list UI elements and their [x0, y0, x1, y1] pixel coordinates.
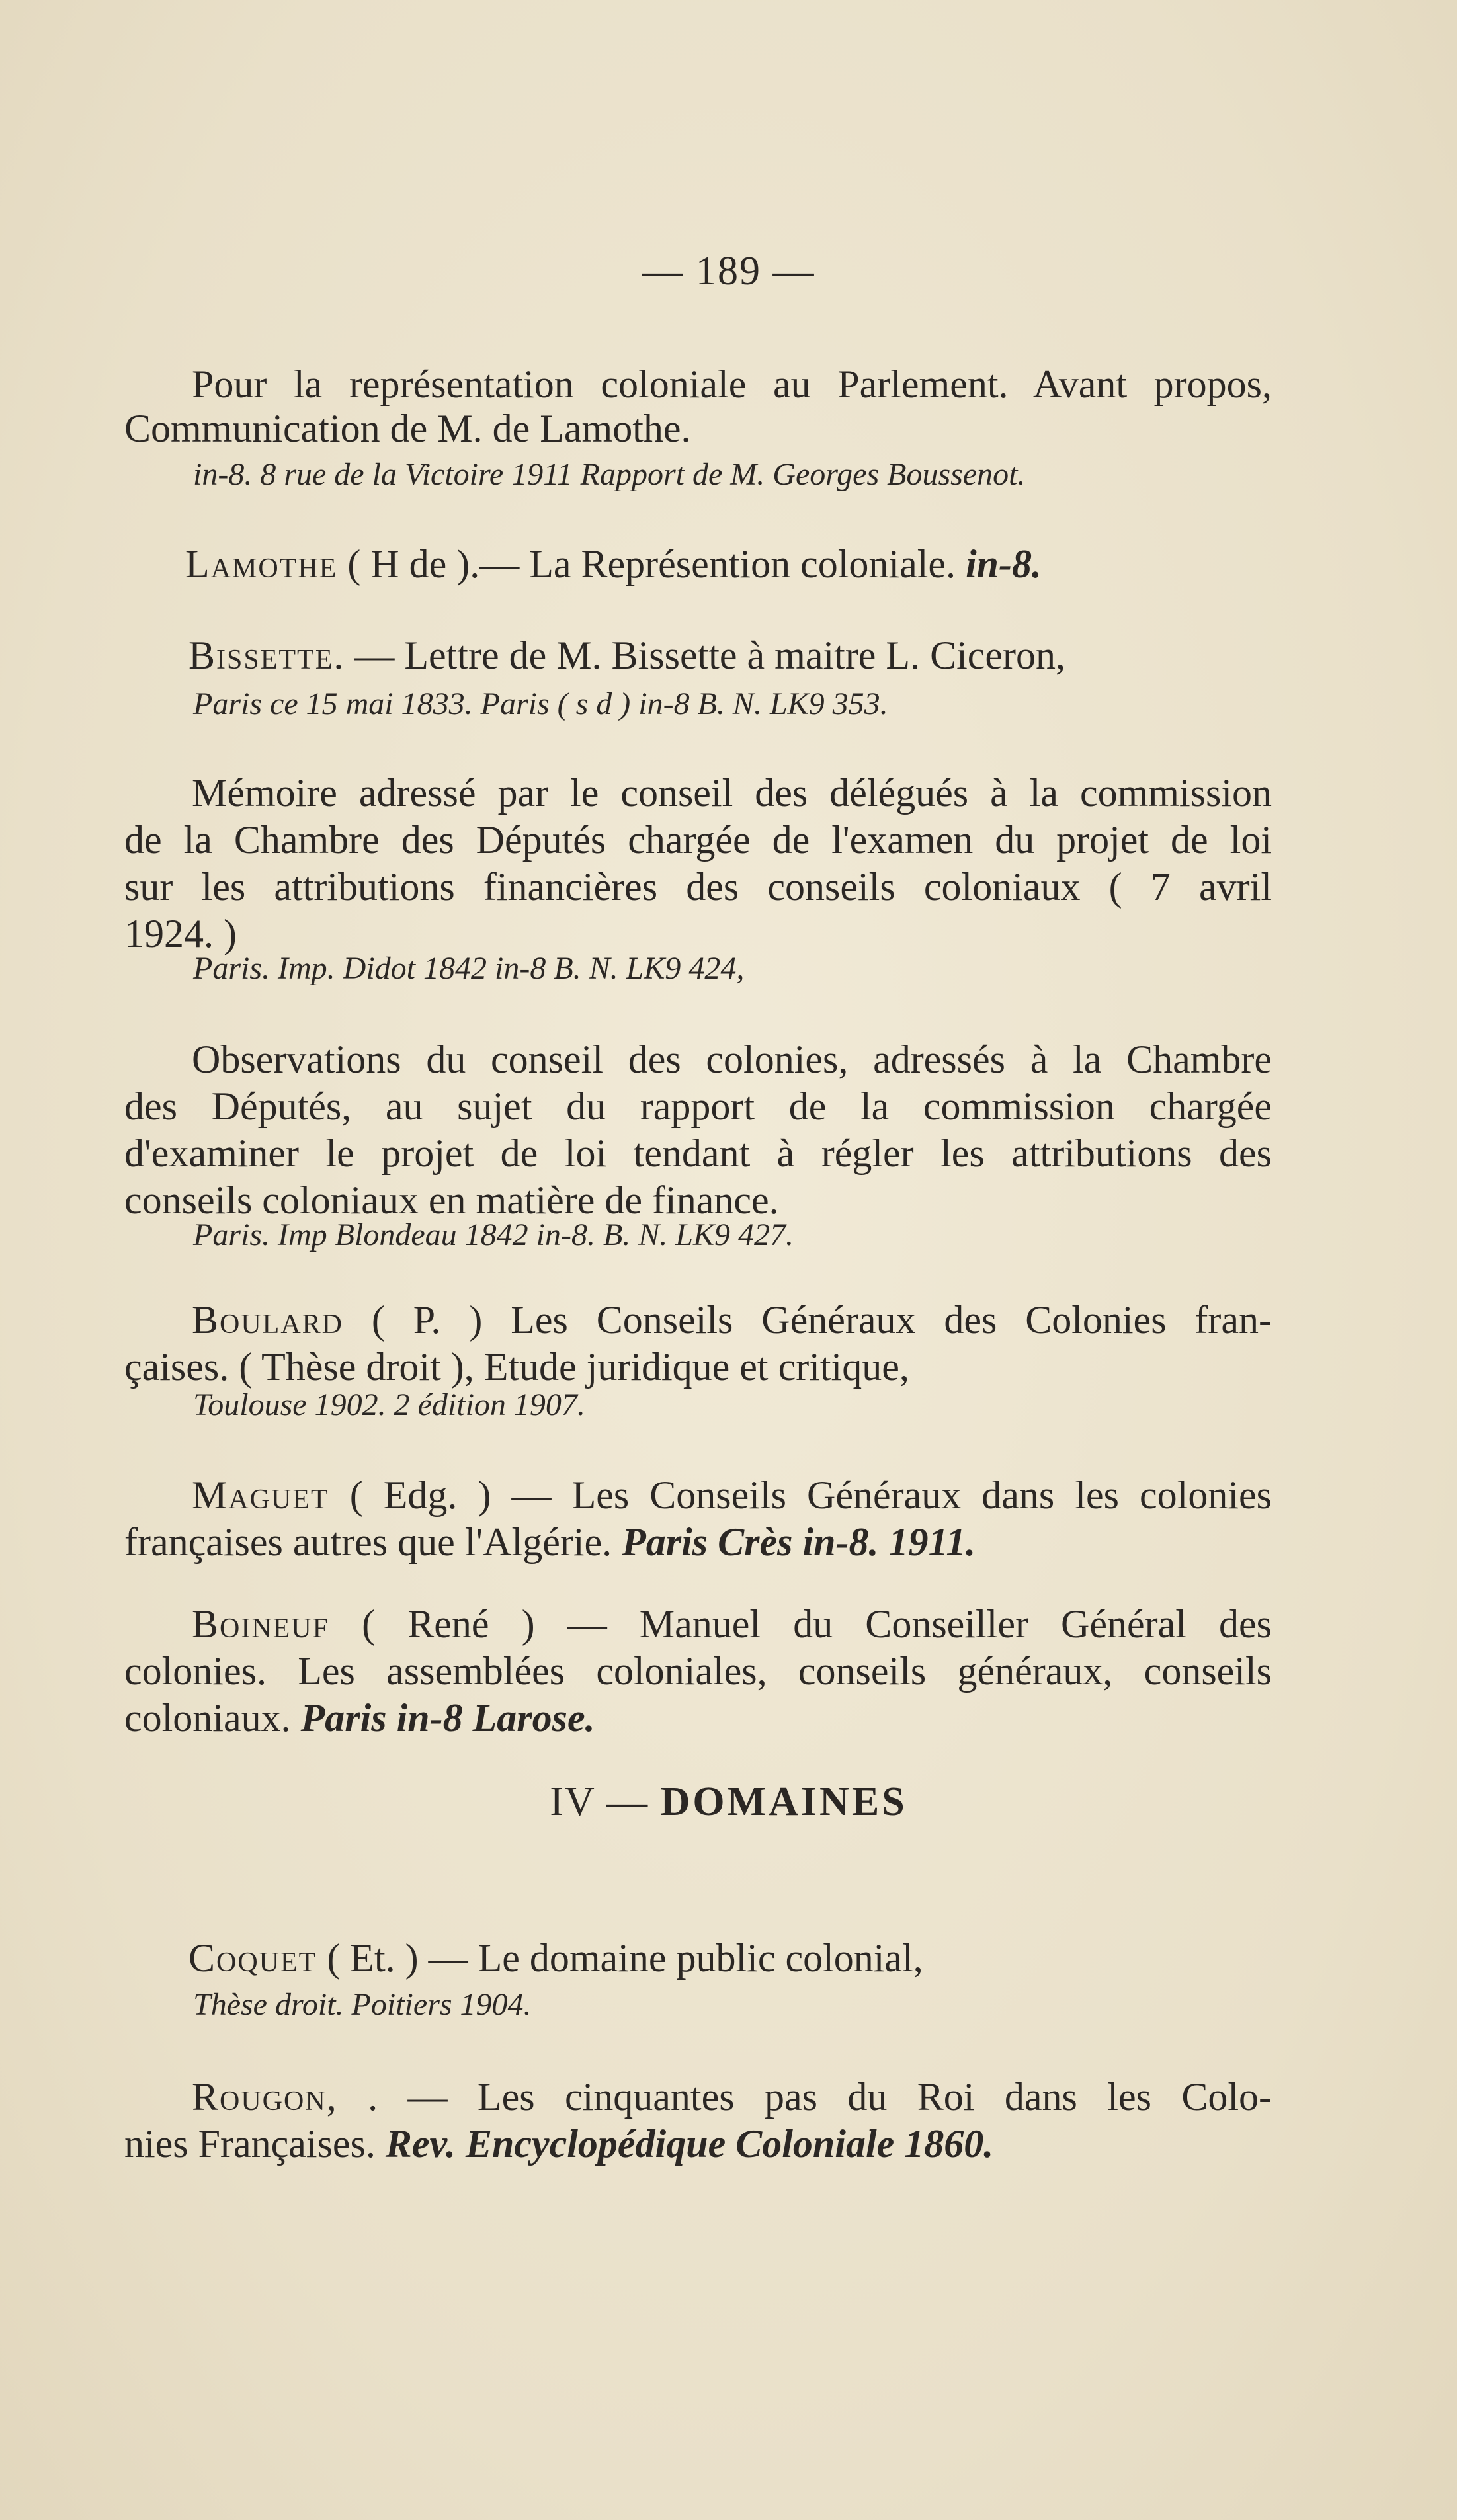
author-name: Maguet — [192, 1473, 329, 1517]
entry-observations-line-4: conseils coloniaux en matière de finance. — [124, 1178, 779, 1222]
entry-coquet-ref: Thèse droit. Poitiers 1904. — [193, 1987, 532, 2022]
entry-observations-line-3: d'examiner le projet de loi tendant à régler les attributions des — [124, 1131, 1272, 1175]
entry-boineuf-line-1 — [192, 1600, 1272, 1648]
section-title: DOMAINES — [660, 1779, 907, 1824]
author-name: Boulard — [192, 1298, 344, 1342]
entry-observations-line-1: Observations du conseil des colonies, adressés à la Chambre — [192, 1037, 1272, 1081]
author-name: Rougon, — [192, 2075, 338, 2119]
author-name: Lamothe — [185, 542, 338, 586]
entry-format: in-8. — [966, 542, 1042, 586]
entry-observations-ref: Paris. Imp Blondeau 1842 in-8. B. N. LK9 427. — [193, 1217, 794, 1252]
entry-boulard-ref: Toulouse 1902. 2 édition 1907. — [193, 1387, 585, 1422]
entry-text: . — Les cinquantes pas du Roi dans les Colo- — [368, 2075, 1272, 2119]
entry-rougon-line-1 — [192, 2073, 1272, 2121]
entry-bissette — [188, 631, 1065, 679]
entry-text: nies Françaises. — [124, 2122, 376, 2166]
entry-maguet-line-2 — [124, 1518, 976, 1566]
entry-memoire-line-2: de la Chambre des Députés chargée de l'examen du projet de loi — [124, 818, 1272, 862]
entry-publication: Rev. Encyclopédique Coloniale 1860. — [385, 2122, 994, 2166]
entry-lamothe — [185, 540, 1042, 588]
entry-maguet-line-1 — [192, 1471, 1272, 1519]
entry-text: ( Et. ) — Le domaine public colonial, — [327, 1936, 923, 1980]
entry-boineuf-line-2: colonies. Les assemblées coloniales, conseils généraux, conseils — [124, 1649, 1272, 1693]
entry-bissette-ref: Paris ce 15 mai 1833. Paris ( s d ) in-8 B. N. LK9 353. — [193, 686, 888, 721]
entry-text: ( Edg. ) — Les Conseils Généraux dans les colonies — [349, 1473, 1272, 1517]
entry-rougon-line-2 — [124, 2120, 993, 2168]
entry-text: ( H de ).— La Représention coloniale. — [347, 542, 956, 586]
entry-publication: Paris in-8 Larose. — [300, 1696, 595, 1740]
entry-text: françaises autres que l'Algérie. — [124, 1520, 612, 1564]
entry-boulard-line-2: çaises. ( Thèse droit ), Etude juridique et critique, — [124, 1345, 909, 1389]
entry-observations-line-2: des Députés, au sujet du rapport de la commission chargée — [124, 1084, 1272, 1128]
author-name: Bissette. — [188, 633, 345, 677]
entry-memoire-line-1: Mémoire adressé par le conseil des délégués à la commission — [192, 771, 1272, 815]
entry-1-line-1: Pour la représentation coloniale au Parlement. Avant propos, — [192, 362, 1272, 406]
entry-text: ( P. ) Les Conseils Généraux des Colonies fran- — [371, 1298, 1272, 1342]
author-name: Boineuf — [192, 1602, 330, 1646]
entry-memoire-line-4: 1924. ) — [124, 912, 237, 955]
section-numeral: IV — — [550, 1779, 649, 1824]
section-heading — [0, 1779, 1457, 1826]
page-number: — 189 — — [642, 249, 815, 294]
author-name: Coquet — [188, 1936, 317, 1980]
entry-coquet — [188, 1934, 923, 1982]
entry-1-ref: in-8. 8 rue de la Victoire 1911 Rapport de M. Georges Boussenot. — [193, 457, 1026, 492]
entry-memoire-line-3: sur les attributions financières des conseils coloniaux ( 7 avril — [124, 865, 1272, 909]
entry-publication: Paris Crès in-8. 1911. — [622, 1520, 976, 1564]
entry-memoire-ref: Paris. Imp. Didot 1842 in-8 B. N. LK9 424, — [193, 951, 745, 986]
entry-boineuf-line-3 — [124, 1694, 595, 1742]
entry-1-line-2: Communication de M. de Lamothe. — [124, 407, 691, 450]
entry-text: ( René ) — Manuel du Conseiller Général des — [362, 1602, 1272, 1646]
entry-boulard-line-1 — [192, 1296, 1272, 1344]
entry-text: — Lettre de M. Bissette à maitre L. Ciceron, — [354, 633, 1066, 677]
entry-text: coloniaux. — [124, 1696, 291, 1740]
